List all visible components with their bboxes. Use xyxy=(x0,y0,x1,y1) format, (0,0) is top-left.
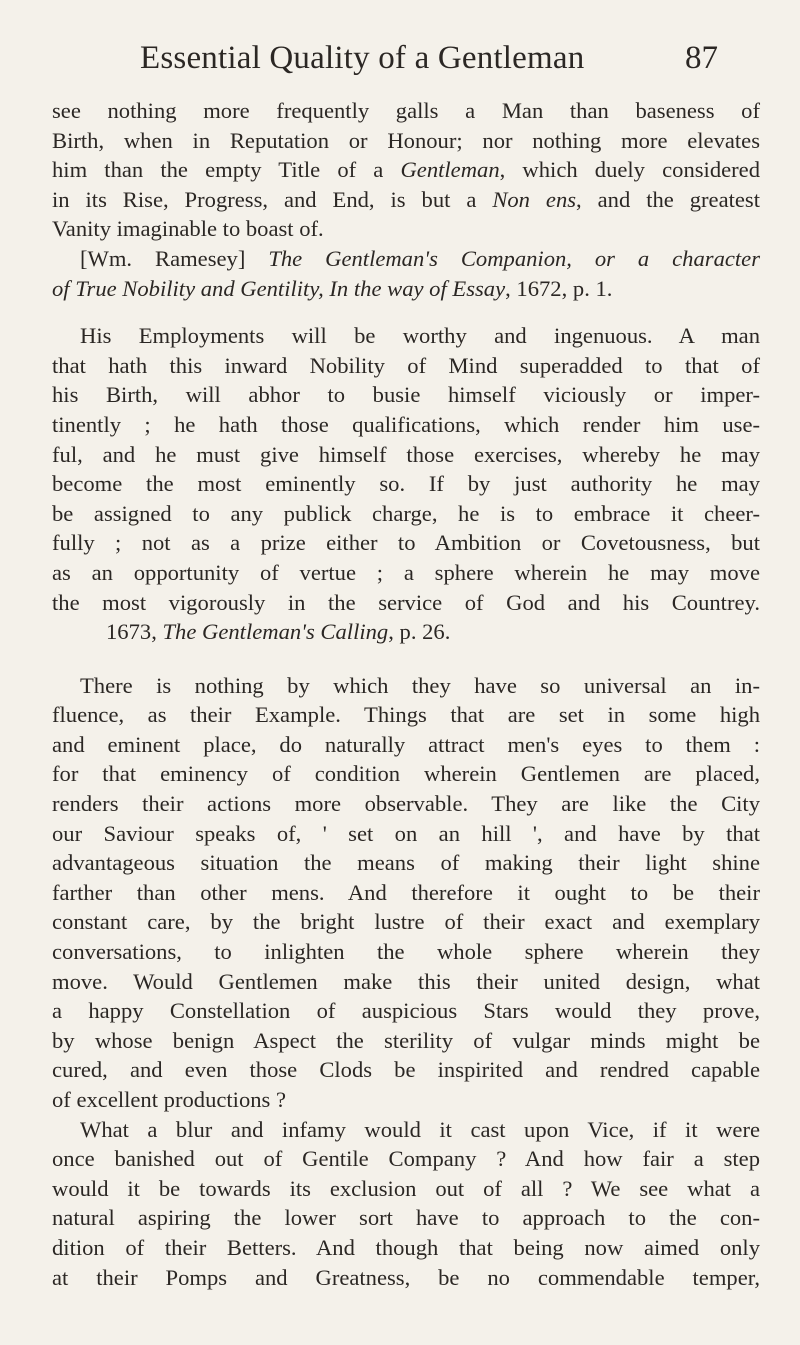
passage-gentlemans-calling xyxy=(52,321,760,647)
text-line: constant care, by the bright lustre of their exact and exemplary xyxy=(52,909,760,935)
text-line: and eminent place, do naturally attract men's eyes to them : xyxy=(52,731,760,757)
text-line: fluence, as their Example. Things that are set in some high xyxy=(52,702,760,728)
text-line: by whose benign Aspect the sterility of vulgar minds might be xyxy=(52,1027,760,1053)
text-line: him than the empty Title of a Gentleman, which duely considered xyxy=(52,157,760,183)
text-line: a happy Constellation of auspicious Stars would they prove, xyxy=(52,998,760,1024)
running-head xyxy=(52,0,760,96)
text-line: as an opportunity of vertue ; a sphere wherein he may move xyxy=(52,559,760,585)
text-line: our Saviour speaks of, ' set on an hill ', and have by that xyxy=(52,820,760,846)
citation-line: of True Nobility and Gentility, In the way of Essay, 1672, p. 1. xyxy=(52,275,613,301)
text-line: fully ; not as a prize either to Ambition or Covetousness, but xyxy=(52,530,760,556)
text-line: once banished out of Gentile Company ? And how fair a step xyxy=(52,1146,760,1172)
text-line: cured, and even those Clods be inspirited and rendred capable xyxy=(52,1057,760,1083)
text-line: There is nothing by which they have so universal an in- xyxy=(80,672,760,698)
text-line: become the most eminently so. If by just authority he may xyxy=(52,471,760,497)
text-line: Birth, when in Reputation or Honour; nor nothing more elevates xyxy=(52,127,760,153)
text-line: would it be towards its exclusion out of all ? We see what a xyxy=(52,1175,760,1201)
text-line: be assigned to any publick charge, he is to embrace it cheer- xyxy=(52,500,760,526)
text-line: of excellent productions ? xyxy=(52,1087,287,1112)
passage-ramesey xyxy=(52,96,760,303)
text-line: advantageous situation the means of making their light shine xyxy=(52,850,760,876)
body-text xyxy=(52,96,760,1292)
text-line: conversations, to inlighten the whole sphere wherein they xyxy=(52,939,760,965)
text-line: What a blur and infamy would it cast upon Vice, if it were xyxy=(80,1116,760,1142)
text-line: tinently ; he hath those qualifications, which render him use- xyxy=(52,411,760,437)
text-line: at their Pomps and Greatness, be no commendable temper, xyxy=(52,1264,760,1290)
text-line: Vanity imaginable to boast of. xyxy=(52,216,324,242)
text-line: see nothing more frequently galls a Man than baseness of xyxy=(52,98,760,123)
text-line: that hath this inward Nobility of Mind superadded to that of xyxy=(52,352,760,378)
running-title: Essential Quality of a Gentleman xyxy=(140,40,585,76)
text-line: His Employments will be worthy and ingenuous. A man xyxy=(80,323,760,349)
text-line: ful, and he must give himself those exercises, whereby he may xyxy=(52,441,760,467)
text-line: move. Would Gentlemen make this their united design, what xyxy=(52,968,760,994)
passage-example xyxy=(52,671,760,1292)
text-line: the most vigorously in the service of God and his Countrey. xyxy=(52,589,760,615)
text-line: his Birth, will abhor to busie himself viciously or imper- xyxy=(52,382,760,408)
text-line: farther than other mens. And therefore it ought to be their xyxy=(52,879,760,905)
text-line: in its Rise, Progress, and End, is but a Non ens, and the greatest xyxy=(52,186,760,212)
text-line: for that eminency of condition wherein Gentlemen are placed, xyxy=(52,761,760,787)
text-line: dition of their Betters. And though that being now aimed only xyxy=(52,1234,760,1260)
citation-line: [Wm. Ramesey] The Gentleman's Companion, or a character xyxy=(80,245,760,271)
page-number: 87 xyxy=(685,40,718,76)
citation-line: 1673, The Gentleman's Calling, p. 26. xyxy=(106,619,451,645)
text-line: renders their actions more observable. They are like the City xyxy=(52,791,760,817)
text-line: natural aspiring the lower sort have to approach to the con- xyxy=(52,1205,760,1231)
